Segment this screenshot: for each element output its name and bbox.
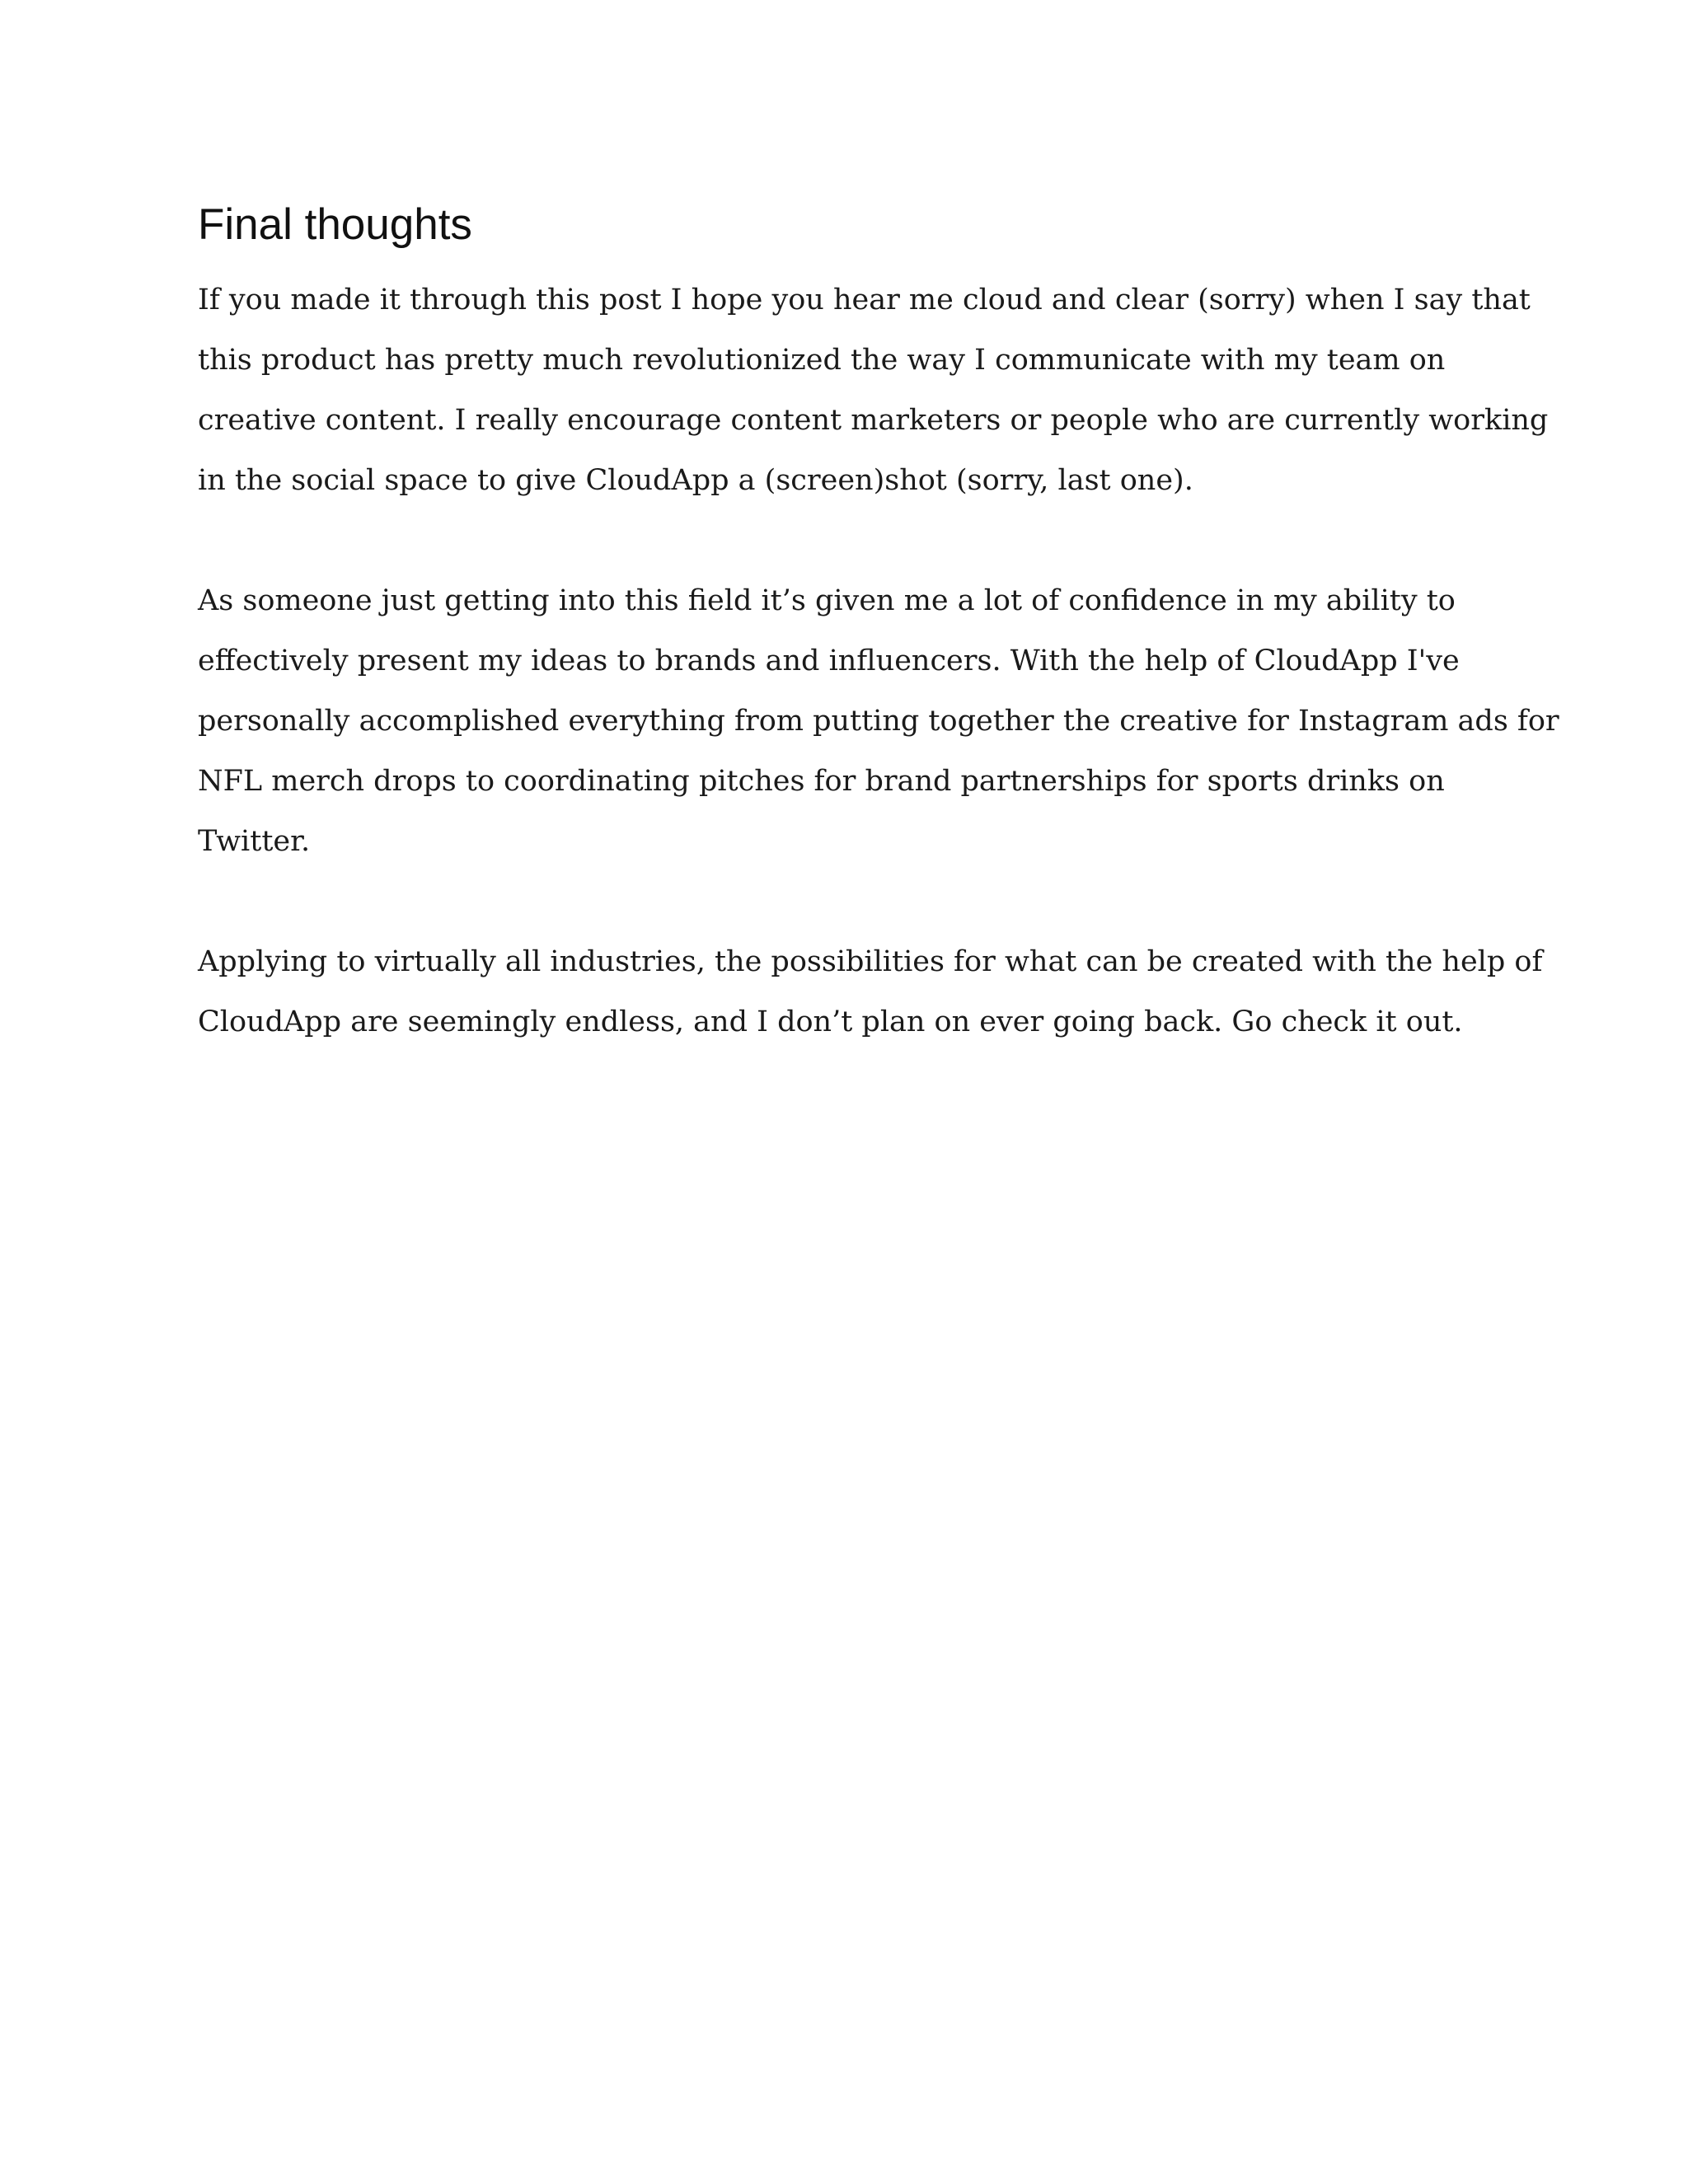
paragraph-line: personally accomplished everything from putting together the creative for Instagram ads for — [198, 705, 1559, 738]
paragraph-line: in the social space to give CloudApp a (screen)shot (sorry, last one). — [198, 464, 1193, 497]
section-heading: Final thoughts — [198, 200, 472, 249]
paragraph-line: Applying to virtually all industries, the possibilities for what can be created with the help of — [198, 945, 1543, 978]
paragraph-line: As someone just getting into this field it’s given me a lot of confidence in my ability to — [198, 584, 1456, 617]
paragraph-3 — [198, 932, 1543, 1052]
paragraph-line: this product has pretty much revolutionized the way I communicate with my team on — [198, 344, 1446, 377]
paragraph-line: effectively present my ideas to brands and influencers. With the help of CloudApp I've — [198, 644, 1460, 677]
paragraph-line: creative content. I really encourage content marketers or people who are currently working — [198, 404, 1549, 437]
paragraph-1 — [198, 270, 1549, 511]
paragraph-line: NFL merch drops to coordinating pitches for brand partnerships for sports drinks on — [198, 765, 1445, 798]
paragraph-line: If you made it through this post I hope you hear me cloud and clear (sorry) when I say that — [198, 284, 1531, 316]
paragraph-2 — [198, 571, 1559, 872]
paragraph-line: CloudApp are seemingly endless, and I don’t plan on ever going back. Go check it out. — [198, 1005, 1463, 1038]
paragraph-line: Twitter. — [198, 825, 311, 858]
document-content — [198, 196, 1559, 1113]
